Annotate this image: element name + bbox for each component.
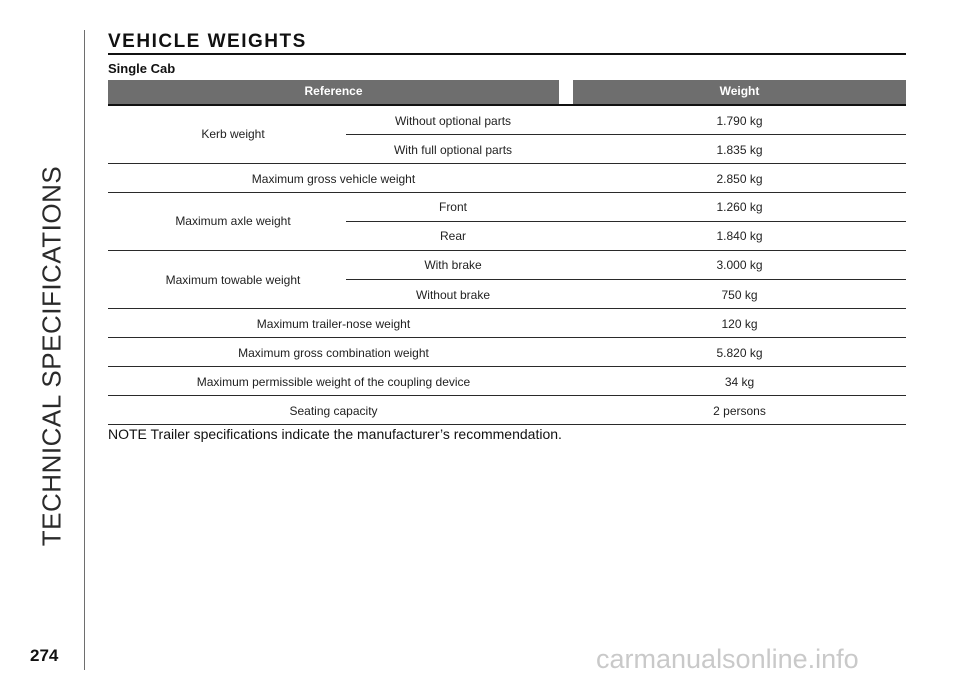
row-sub-label: With full optional parts [393,143,513,157]
header-rule [108,104,906,106]
row-rule [108,366,906,367]
row-weight-value: 5.820 kg [716,346,763,360]
row-label: Maximum trailer-nose weight [256,317,411,331]
subheading: Single Cab [108,61,176,76]
row-weight-value: 1.260 kg [716,200,763,214]
page-heading: VEHICLE WEIGHTS [108,31,307,52]
column-header-reference: Reference [108,80,559,104]
row-weight-value: 1.835 kg [716,143,763,157]
row-weight-value: 750 kg [721,288,758,302]
footer-watermark: carmanualsonline.info [596,644,859,674]
row-group-label: Kerb weight [201,127,265,141]
row-sub-label: Rear [439,229,466,243]
page-number: 274 [30,646,59,665]
row-label: Seating capacity [289,404,378,418]
row-sub-label: Front [438,200,467,214]
row-label: Maximum permissible weight of the coupling device [196,375,471,389]
row-sub-label: Without optional parts [394,114,512,128]
row-group-label: Maximum axle weight [175,214,291,228]
row-rule [108,250,906,251]
row-weight-value: 34 kg [724,375,755,389]
row-rule [346,279,906,280]
row-weight-value: 2.850 kg [716,172,763,186]
row-weight-value: 1.790 kg [716,114,763,128]
row-rule [108,308,906,309]
column-header-weight: Weight [573,80,906,104]
row-rule [108,192,906,193]
row-rule [346,134,906,135]
side-divider [84,30,85,670]
table-bottom-rule [108,424,906,425]
row-rule [108,337,906,338]
row-group-label: Maximum towable weight [165,273,301,287]
row-label: Maximum gross vehicle weight [251,172,416,186]
section-side-title: TECHNICAL SPECIFICATIONS [36,165,67,547]
note-text: NOTE Trailer specifications indicate the manufacturer’s recommendation. [108,426,562,442]
row-weight-value: 2 persons [713,404,766,418]
row-label: Maximum gross combination weight [238,346,429,360]
row-weight-value: 120 kg [721,317,758,331]
row-weight-value: 3.000 kg [716,258,763,272]
row-sub-label: With brake [424,258,482,272]
row-sub-label: Without brake [415,288,491,302]
heading-rule [108,53,906,55]
row-rule [108,395,906,396]
row-rule [108,163,906,164]
row-rule [346,221,906,222]
row-weight-value: 1.840 kg [716,229,763,243]
